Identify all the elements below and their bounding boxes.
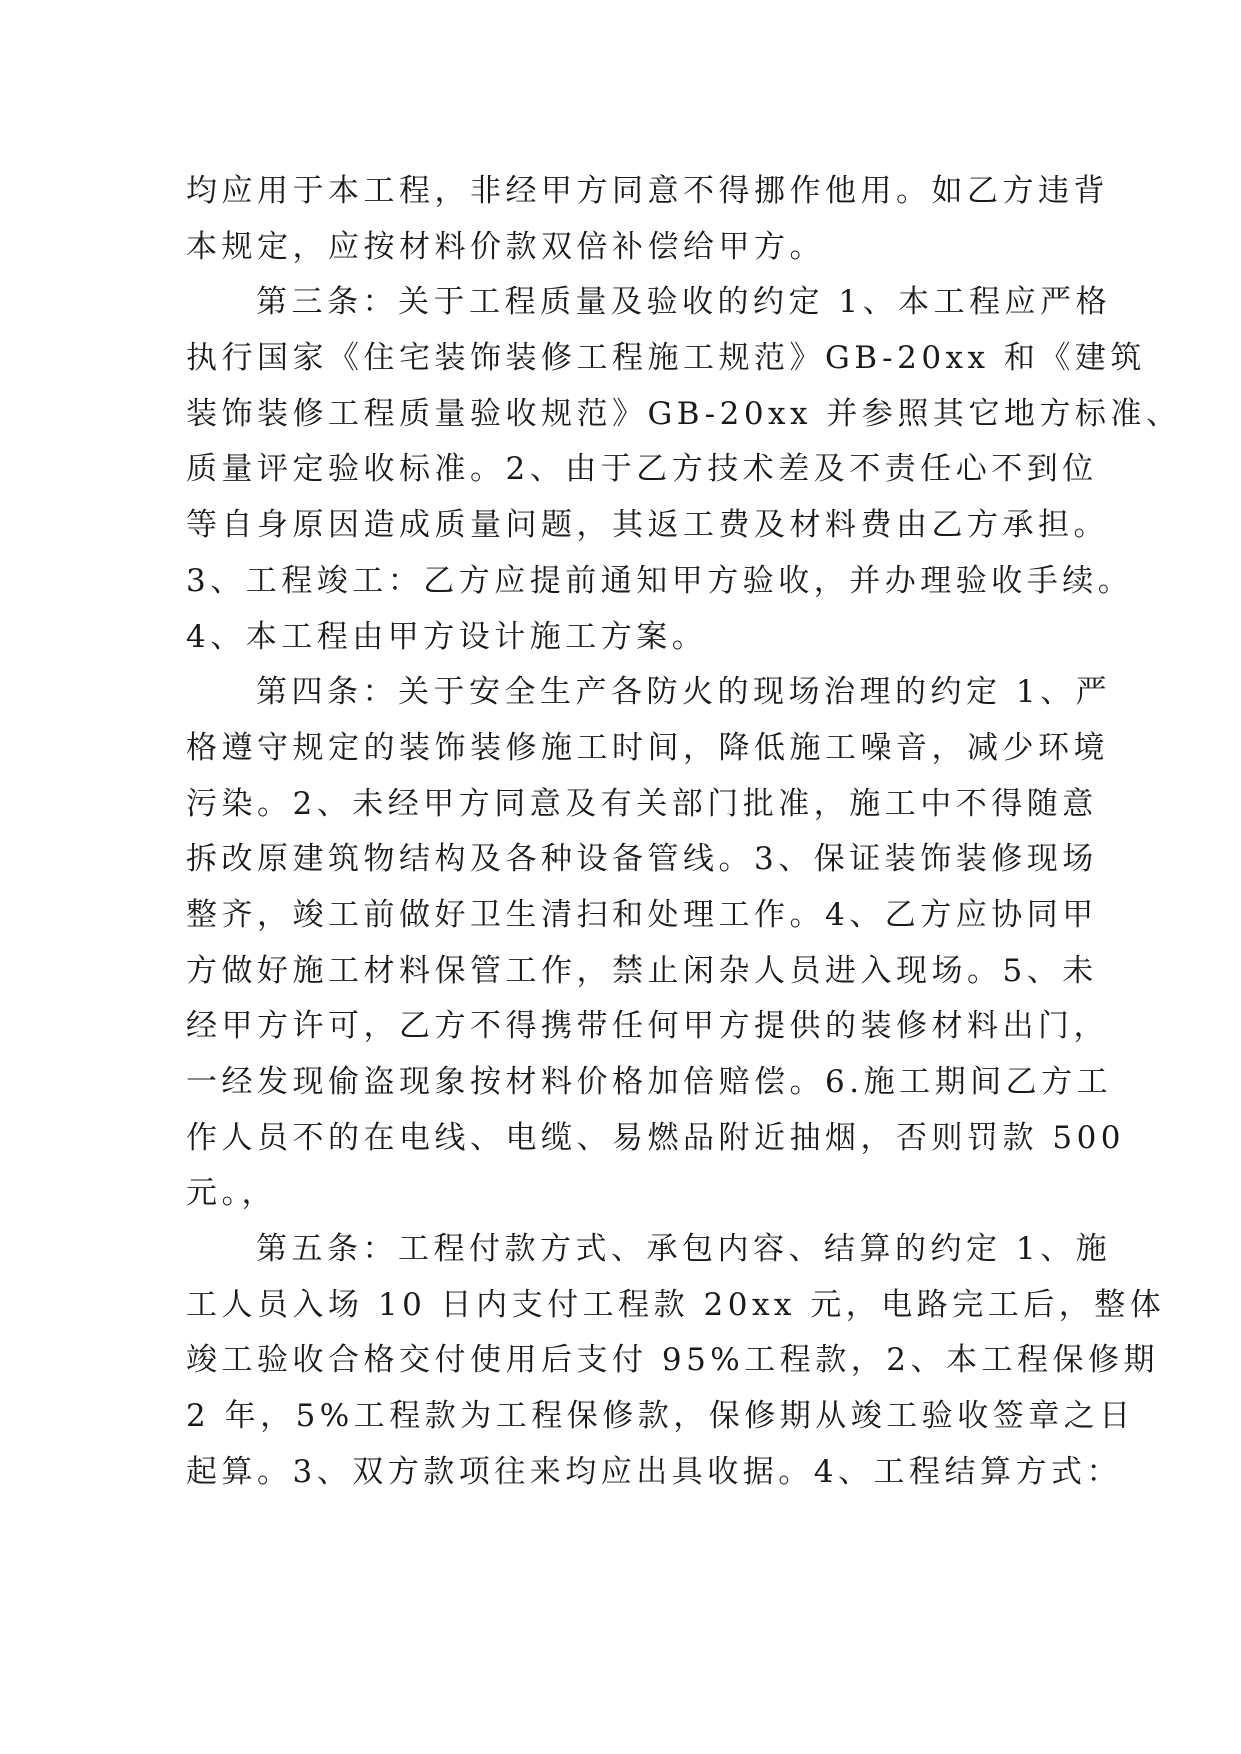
text-line: 质量评定验收标准。2、由于乙方技术差及不责任心不到位 (186, 451, 1098, 488)
text-line: 等自身原因造成质量问题，其返工费及材料费由乙方承担。 (186, 507, 1109, 544)
text-line: 执行国家《住宅装饰装修工程施工规范》GB-20xx 和《建筑 (186, 340, 1146, 377)
text-line: 2 年，5%工程款为工程保修款，保修期从竣工验收签章之日 (186, 1398, 1135, 1435)
text-line: 整齐，竣工前做好卫生清扫和处理工作。4、乙方应协同甲 (186, 896, 1098, 933)
text-line: 工人员入场 10 日内支付工程款 20xx 元，电路完工后，整体 (186, 1286, 1166, 1323)
article-3-heading-line: 第三条：关于工程质量及验收的约定 1、本工程应严格 (256, 284, 1112, 321)
text-line: 竣工验收合格交付使用后支付 95%工程款，2、本工程保修期 (186, 1342, 1159, 1379)
text-line: 本规定，应按材料价款双倍补偿给甲方。 (186, 228, 825, 265)
text-line: 起算。3、双方款项往来均应出具收据。4、工程结算方式： (186, 1453, 1122, 1490)
text-line: 经甲方许可，乙方不得携带任何甲方提供的装修材料出门， (186, 1008, 1109, 1045)
document-body (186, 164, 1182, 1501)
text-line: 均应用于本工程，非经甲方同意不得挪作他用。如乙方违背 (186, 173, 1109, 209)
text-line: 污染。2、未经甲方同意及有关部门批准，施工中不得随意 (186, 785, 1098, 822)
text-line: 装饰装修工程质量验收规范》GB-20xx 并参照其它地方标准、 (186, 395, 1182, 432)
article-4-heading-line: 第四条：关于安全生产各防火的现场治理的约定 1、严 (256, 674, 1112, 711)
text-line: 作人员不的在电线、电缆、易燃品附近抽烟，否则罚款 500 (186, 1119, 1126, 1156)
text-line: 格遵守规定的装饰装修施工时间，降低施工噪音，减少环境 (186, 729, 1109, 766)
text-line: 4、本工程由甲方设计施工方案。 (186, 618, 708, 655)
text-line: 元。， (186, 1175, 277, 1212)
text-line: 方做好施工材料保管工作，禁止闲杂人员进入现场。5、未 (186, 952, 1098, 989)
text-line: 一经发现偷盗现象按材料价格加倍赔偿。6.施工期间乙方工 (186, 1064, 1113, 1100)
text-line: 拆改原建筑物结构及各种设备管线。3、保证装饰装修现场 (186, 841, 1098, 878)
article-5-heading-line: 第五条：工程付款方式、承包内容、结算的约定 1、施 (256, 1231, 1112, 1268)
text-line: 3、工程竣工：乙方应提前通知甲方验收，并办理验收手续。 (186, 562, 1134, 599)
